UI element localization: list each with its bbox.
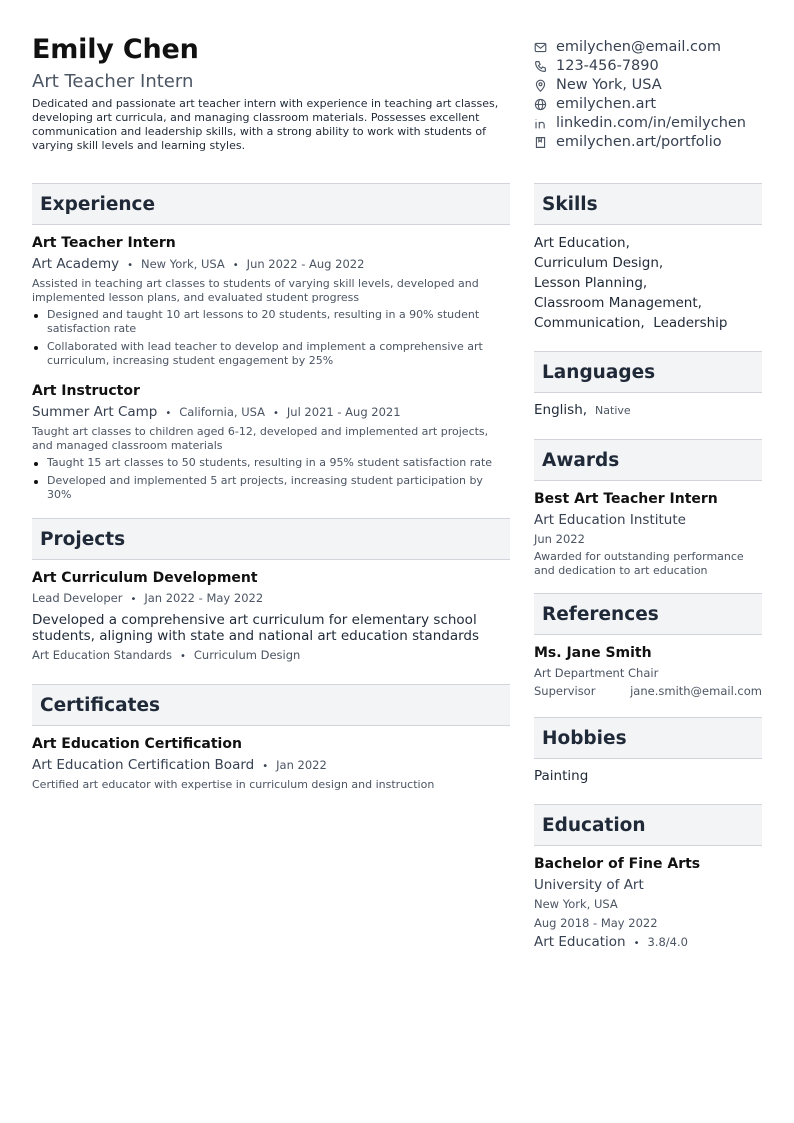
achievement-bullet: Developed and implemented 5 art projects, increasing student participation by 30%: [32, 474, 510, 502]
achievement-bullet: Taught 15 art classes to 50 students, resulting in a 95% student satisfaction rate: [32, 456, 510, 470]
job-title: Art Instructor: [32, 383, 140, 399]
award-date: Jun 2022: [534, 532, 585, 546]
section-heading-hobbies: Hobbies: [534, 717, 762, 759]
award-issuer: Art Education Institute: [534, 512, 686, 528]
job-title: Art Teacher Intern: [32, 235, 176, 251]
project-dates: Jan 2022 - May 2022: [144, 591, 264, 605]
award-title: Best Art Teacher Intern: [534, 491, 718, 507]
reference-item: [534, 644, 762, 699]
keyword: Art Education Standards: [32, 648, 172, 662]
candidate-title: Art Teacher Intern: [32, 71, 194, 92]
language-name: English,: [534, 402, 588, 418]
school-location: New York, USA: [534, 897, 618, 911]
summary: Dedicated and passionate art teacher intern with experience in teaching art classes, developing art curricula, and managing classroom materials. Possesses excellent communication and leadership skills, with a strong ability to work with students of varying skill levels and learning styles.: [32, 97, 499, 152]
separator-dot: •: [273, 408, 279, 419]
certificate-issuer: Art Education Certification Board: [32, 757, 255, 773]
education-meta: [534, 933, 762, 953]
certificate-meta: [32, 756, 510, 776]
project-keywords: [32, 647, 510, 665]
keyword: Curriculum Design: [193, 648, 301, 662]
separator-dot: •: [130, 594, 137, 605]
job-description: Taught art classes to children aged 6-12, developed and implemented art projects, and managed classroom materials: [32, 425, 489, 452]
achievement-bullet: Collaborated with lead teacher to develop and implement a comprehensive art curriculum, increasing student engagement by 25%: [32, 340, 510, 368]
separator-dot: •: [165, 408, 172, 419]
job-dates: Jun 2022 - Aug 2022: [246, 257, 365, 271]
separator-dot: •: [633, 938, 640, 949]
skill-item: Art Education,: [534, 235, 630, 251]
job-achievements: [32, 308, 510, 368]
certificate-date: Jan 2022: [276, 758, 327, 772]
contact-phone[interactable]: 123-456-7890: [534, 57, 789, 76]
section-heading-languages: Languages: [534, 351, 762, 393]
phone-icon: [534, 60, 547, 73]
linkedin-icon: [534, 117, 547, 130]
contact-website[interactable]: emilychen.art: [534, 95, 789, 114]
reference-name: Ms. Jane Smith: [534, 645, 652, 661]
job-dates: Jul 2021 - Aug 2021: [286, 405, 401, 419]
resume-header: [32, 34, 512, 153]
skill-item: Communication,: [534, 315, 645, 331]
project-title: Art Curriculum Development: [32, 570, 258, 586]
job-location: New York, USA: [140, 257, 225, 271]
language-level: Native: [595, 404, 631, 417]
award-item: [534, 490, 762, 578]
reference-relation: Supervisor: [534, 684, 596, 698]
right-column: [534, 183, 762, 953]
certificate-item: [32, 735, 510, 792]
language-item: [534, 401, 762, 420]
reference-position: Art Department Chair: [534, 666, 659, 680]
contact-list: [534, 38, 789, 152]
portfolio-icon: [534, 136, 547, 149]
degree: Bachelor of Fine Arts: [534, 856, 701, 872]
skill-list: [534, 233, 762, 333]
contact-location: New York, USA: [534, 76, 789, 95]
school: University of Art: [534, 877, 644, 893]
contact-portfolio[interactable]: emilychen.art/portfolio: [534, 133, 789, 152]
award-description: Awarded for outstanding performance and dedication to art education: [534, 550, 744, 577]
section-heading-references: References: [534, 593, 762, 635]
skill-item: Leadership: [653, 315, 728, 331]
contact-email[interactable]: emilychen@email.com: [534, 38, 789, 57]
education-item: [534, 855, 762, 953]
section-heading-experience: Experience: [32, 183, 510, 225]
job-meta: [32, 255, 510, 275]
job-description: Assisted in teaching art classes to students of varying skill levels, developed and implemented lesson plans, and evaluated student progress: [32, 277, 479, 304]
separator-dot: •: [262, 761, 269, 772]
certificate-title: Art Education Certification: [32, 736, 242, 752]
skill-item: Lesson Planning,: [534, 275, 648, 291]
certificate-description: Certified art educator with expertise in curriculum design and instruction: [32, 778, 435, 791]
section-heading-projects: Projects: [32, 518, 510, 560]
mail-icon: [534, 41, 547, 54]
project-meta: [32, 589, 510, 609]
field-of-study: Art Education: [534, 934, 626, 950]
employer: Summer Art Camp: [32, 404, 158, 420]
left-column: [32, 183, 510, 792]
reference-email[interactable]: jane.smith@email.com: [630, 684, 762, 698]
job-location: California, USA: [179, 405, 265, 419]
candidate-name: Emily Chen: [32, 34, 199, 65]
separator-dot: •: [232, 260, 239, 271]
project-role: Lead Developer: [32, 591, 123, 605]
reference-contact: [534, 683, 762, 699]
skill-item: Classroom Management,: [534, 295, 702, 311]
globe-icon: [534, 98, 547, 111]
experience-item: [32, 382, 510, 502]
separator-dot: •: [179, 651, 186, 662]
hobby-item: Painting: [534, 768, 589, 784]
section-heading-awards: Awards: [534, 439, 762, 481]
contact-linkedin[interactable]: linkedin.com/in/emilychen: [534, 114, 789, 133]
section-heading-skills: Skills: [534, 183, 762, 225]
achievement-bullet: Designed and taught 10 art lessons to 20 students, resulting in a 90% student satisfaction rate: [32, 308, 510, 336]
job-meta: [32, 403, 510, 423]
project-item: [32, 569, 510, 665]
project-description: Developed a comprehensive art curriculum for elementary school students, aligning with state and national art education standards: [32, 612, 480, 644]
skill-item: Curriculum Design,: [534, 255, 664, 271]
section-heading-education: Education: [534, 804, 762, 846]
education-dates: Aug 2018 - May 2022: [534, 916, 658, 930]
separator-dot: •: [127, 260, 133, 271]
section-heading-certificates: Certificates: [32, 684, 510, 726]
location-icon: [534, 79, 547, 92]
job-achievements: [32, 456, 510, 502]
experience-item: [32, 234, 510, 368]
gpa: 3.8/4.0: [647, 935, 688, 949]
employer: Art Academy: [32, 256, 120, 272]
